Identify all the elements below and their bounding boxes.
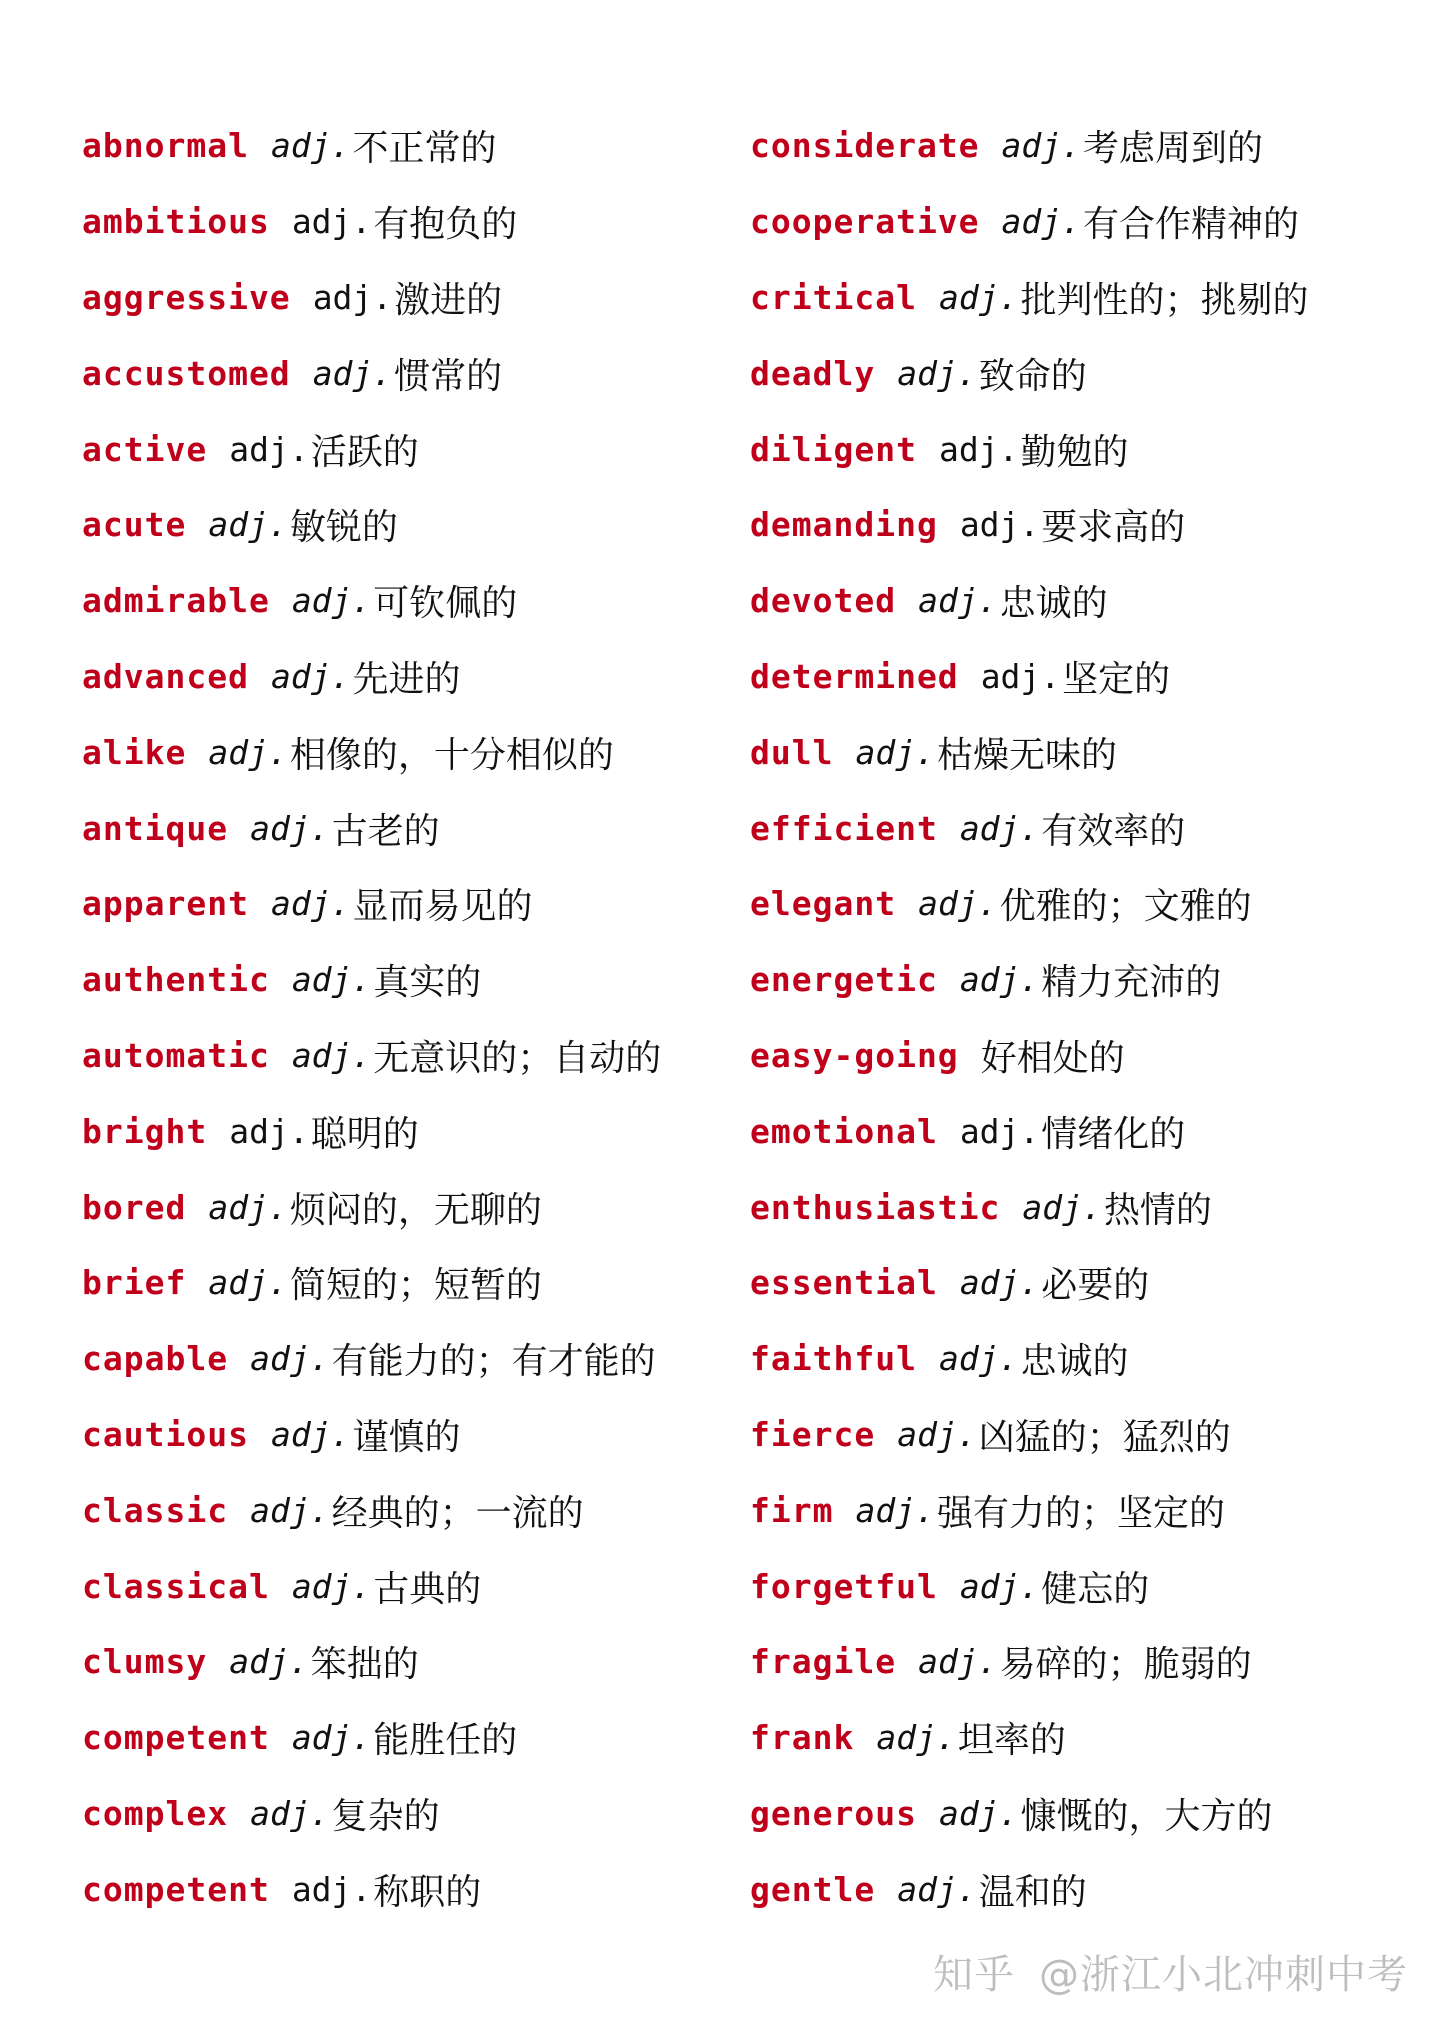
part-of-speech: adj. bbox=[938, 429, 1019, 469]
vocab-word: frank bbox=[750, 1718, 855, 1758]
vocab-word: admirable bbox=[82, 581, 270, 621]
vocab-meaning: 温和的 bbox=[978, 1871, 1087, 1913]
vocab-meaning: 勤勉的 bbox=[1020, 431, 1129, 473]
vocab-entry bbox=[82, 1018, 742, 1094]
vocab-word: advanced bbox=[82, 656, 249, 696]
vocab-entry bbox=[750, 1624, 1410, 1700]
vocab-entry bbox=[82, 563, 742, 639]
vocab-word: cooperative bbox=[750, 202, 980, 242]
vocab-meaning: 可钦佩的 bbox=[373, 583, 518, 625]
part-of-speech: adj. bbox=[1001, 126, 1082, 166]
vocab-meaning: 不正常的 bbox=[352, 128, 497, 170]
vocab-entry bbox=[82, 1397, 742, 1473]
vocab-meaning: 要求高的 bbox=[1041, 507, 1186, 549]
vocab-word: emotional bbox=[750, 1111, 938, 1151]
vocab-word: forgetful bbox=[750, 1566, 938, 1606]
vocab-word: cautious bbox=[82, 1414, 249, 1454]
vocab-entry bbox=[750, 335, 1410, 411]
vocab-word: clumsy bbox=[82, 1642, 208, 1682]
part-of-speech: adj. bbox=[980, 656, 1061, 696]
part-of-speech: adj. bbox=[270, 884, 351, 924]
vocab-entry bbox=[82, 260, 742, 336]
watermark-brand: 知乎 bbox=[933, 1952, 1015, 1998]
part-of-speech: adj. bbox=[938, 1339, 1019, 1379]
part-of-speech: adj. bbox=[959, 1263, 1040, 1303]
part-of-speech: adj. bbox=[229, 429, 309, 469]
vocab-meaning: 简短的；短暂的 bbox=[289, 1265, 542, 1307]
vocab-entry bbox=[82, 1472, 742, 1548]
vocab-meaning: 复杂的 bbox=[331, 1795, 440, 1837]
vocab-meaning: 无意识的；自动的 bbox=[373, 1037, 662, 1079]
part-of-speech: adj. bbox=[291, 202, 372, 242]
vocab-meaning: 慷慨的，大方的 bbox=[1020, 1795, 1273, 1837]
vocab-word: classic bbox=[82, 1490, 229, 1530]
vocab-word: essential bbox=[750, 1263, 938, 1303]
part-of-speech: adj. bbox=[229, 1111, 309, 1151]
vocab-entry bbox=[82, 1321, 742, 1397]
vocab-meaning: 有能力的；有才能的 bbox=[331, 1341, 656, 1383]
vocab-meaning: 易碎的；脆弱的 bbox=[999, 1644, 1252, 1686]
part-of-speech: adj. bbox=[229, 1642, 309, 1682]
vocab-meaning: 烦闷的，无聊的 bbox=[289, 1189, 542, 1231]
vocab-entry bbox=[750, 1018, 1410, 1094]
vocab-entry bbox=[750, 1397, 1410, 1473]
vocab-word: faithful bbox=[750, 1339, 917, 1379]
vocab-meaning: 笨拙的 bbox=[310, 1644, 419, 1686]
part-of-speech: adj. bbox=[291, 1718, 372, 1758]
vocab-word: accustomed bbox=[82, 353, 291, 393]
vocab-entry bbox=[82, 108, 742, 184]
part-of-speech: adj. bbox=[208, 1187, 288, 1227]
vocab-entry bbox=[82, 1624, 742, 1700]
part-of-speech: adj. bbox=[250, 1490, 330, 1530]
watermark-author: @浙江小北冲刺中考 bbox=[1039, 1952, 1408, 1998]
part-of-speech: adj. bbox=[1001, 202, 1082, 242]
word-list-left bbox=[82, 108, 742, 1927]
part-of-speech: adj. bbox=[897, 353, 977, 393]
vocab-entry bbox=[750, 1776, 1410, 1852]
vocab-entry bbox=[82, 1700, 742, 1776]
vocab-word: elegant bbox=[750, 884, 897, 924]
vocab-meaning: 热情的 bbox=[1103, 1189, 1212, 1231]
vocab-word: energetic bbox=[750, 960, 938, 1000]
vocab-meaning: 精力充沛的 bbox=[1041, 962, 1222, 1004]
vocab-meaning: 批判性的；挑剔的 bbox=[1020, 279, 1309, 321]
vocab-entry bbox=[750, 1851, 1410, 1927]
vocab-meaning: 惯常的 bbox=[394, 355, 503, 397]
vocab-meaning: 健忘的 bbox=[1041, 1568, 1150, 1610]
vocab-meaning: 显而易见的 bbox=[352, 886, 533, 928]
vocab-word: bright bbox=[82, 1111, 208, 1151]
vocab-word: deadly bbox=[750, 353, 876, 393]
vocab-word: efficient bbox=[750, 808, 938, 848]
vocab-word: automatic bbox=[82, 1035, 270, 1075]
vocab-meaning: 聪明的 bbox=[310, 1113, 419, 1155]
part-of-speech: adj. bbox=[291, 1869, 372, 1909]
part-of-speech: adj. bbox=[1022, 1187, 1102, 1227]
vocab-entry bbox=[750, 714, 1410, 790]
vocab-word: complex bbox=[82, 1793, 229, 1833]
vocab-word: authentic bbox=[82, 960, 270, 1000]
vocab-meaning: 谨慎的 bbox=[352, 1416, 461, 1458]
vocab-meaning: 凶猛的；猛烈的 bbox=[978, 1416, 1231, 1458]
vocab-meaning: 忠诚的 bbox=[999, 583, 1108, 625]
vocab-meaning: 激进的 bbox=[394, 279, 503, 321]
part-of-speech: adj. bbox=[918, 581, 998, 621]
part-of-speech: adj. bbox=[291, 1035, 372, 1075]
vocab-entry bbox=[750, 260, 1410, 336]
vocab-entry bbox=[750, 639, 1410, 715]
vocab-entry bbox=[82, 184, 742, 260]
part-of-speech: adj. bbox=[855, 1490, 935, 1530]
part-of-speech: adj. bbox=[876, 1718, 956, 1758]
vocab-word: generous bbox=[750, 1793, 917, 1833]
vocab-meaning: 称职的 bbox=[373, 1871, 482, 1913]
vocab-word: antique bbox=[82, 808, 229, 848]
word-list-right bbox=[750, 108, 1410, 1927]
vocab-entry bbox=[750, 563, 1410, 639]
part-of-speech: adj. bbox=[918, 1642, 998, 1682]
vocab-entry bbox=[750, 108, 1410, 184]
vocab-word: capable bbox=[82, 1339, 229, 1379]
vocab-word: aggressive bbox=[82, 277, 291, 317]
part-of-speech: adj. bbox=[270, 656, 351, 696]
vocab-word: abnormal bbox=[82, 126, 249, 166]
vocab-entry bbox=[82, 335, 742, 411]
vocab-entry bbox=[750, 942, 1410, 1018]
vocab-word: firm bbox=[750, 1490, 834, 1530]
vocab-word: competent bbox=[82, 1718, 270, 1758]
part-of-speech: adj. bbox=[250, 808, 330, 848]
vocab-entry bbox=[82, 942, 742, 1018]
vocab-meaning: 古典的 bbox=[373, 1568, 482, 1610]
vocab-entry bbox=[750, 866, 1410, 942]
part-of-speech: adj. bbox=[855, 732, 935, 772]
part-of-speech: adj. bbox=[208, 732, 288, 772]
vocab-word: devoted bbox=[750, 581, 897, 621]
vocab-word: gentle bbox=[750, 1869, 876, 1909]
vocab-entry bbox=[82, 714, 742, 790]
vocab-word: classical bbox=[82, 1566, 270, 1606]
vocab-meaning: 考虑周到的 bbox=[1083, 128, 1264, 170]
vocab-meaning: 有效率的 bbox=[1041, 810, 1186, 852]
part-of-speech: adj. bbox=[938, 1793, 1019, 1833]
vocab-meaning: 先进的 bbox=[352, 658, 461, 700]
part-of-speech: adj. bbox=[897, 1869, 977, 1909]
vocab-entry bbox=[750, 790, 1410, 866]
vocab-word: diligent bbox=[750, 429, 917, 469]
vocab-word: enthusiastic bbox=[750, 1187, 1001, 1227]
vocab-word: bored bbox=[82, 1187, 187, 1227]
vocab-entry bbox=[750, 184, 1410, 260]
vocab-entry bbox=[82, 411, 742, 487]
vocab-word: fragile bbox=[750, 1642, 897, 1682]
part-of-speech: adj. bbox=[250, 1339, 330, 1379]
watermark bbox=[933, 1943, 1408, 2000]
vocab-entry bbox=[82, 1548, 742, 1624]
part-of-speech: adj. bbox=[897, 1414, 977, 1454]
vocab-word: ambitious bbox=[82, 202, 270, 242]
part-of-speech: adj. bbox=[959, 1566, 1040, 1606]
part-of-speech: adj. bbox=[250, 1793, 330, 1833]
part-of-speech: adj. bbox=[270, 1414, 351, 1454]
vocab-entry bbox=[82, 1851, 742, 1927]
vocab-entry bbox=[82, 1776, 742, 1852]
vocab-word: alike bbox=[82, 732, 187, 772]
vocab-meaning: 情绪化的 bbox=[1041, 1113, 1186, 1155]
vocab-entry bbox=[82, 1093, 742, 1169]
vocab-word: determined bbox=[750, 656, 959, 696]
vocab-meaning: 真实的 bbox=[373, 962, 482, 1004]
part-of-speech: adj. bbox=[959, 1111, 1040, 1151]
vocab-entry bbox=[750, 1093, 1410, 1169]
vocab-meaning: 好相处的 bbox=[980, 1037, 1125, 1079]
part-of-speech: adj. bbox=[959, 505, 1040, 545]
vocab-meaning: 忠诚的 bbox=[1020, 1341, 1129, 1383]
vocab-word: apparent bbox=[82, 884, 249, 924]
vocab-entry bbox=[750, 1472, 1410, 1548]
part-of-speech: adj. bbox=[208, 505, 288, 545]
vocab-entry bbox=[82, 487, 742, 563]
vocab-entry bbox=[750, 1700, 1410, 1776]
vocab-entry bbox=[750, 1245, 1410, 1321]
vocab-meaning: 枯燥无味的 bbox=[936, 734, 1117, 776]
part-of-speech: adj. bbox=[918, 884, 998, 924]
vocab-word: fierce bbox=[750, 1414, 876, 1454]
part-of-speech: adj. bbox=[312, 277, 393, 317]
vocab-meaning: 坦率的 bbox=[957, 1720, 1066, 1762]
vocab-word: dull bbox=[750, 732, 834, 772]
vocab-meaning: 经典的；一流的 bbox=[331, 1492, 584, 1534]
vocab-word: considerate bbox=[750, 126, 980, 166]
vocab-meaning: 优雅的；文雅的 bbox=[999, 886, 1252, 928]
vocab-word: acute bbox=[82, 505, 187, 545]
vocab-word: brief bbox=[82, 1263, 187, 1303]
vocab-word: competent bbox=[82, 1869, 270, 1909]
vocab-entry bbox=[750, 411, 1410, 487]
part-of-speech: adj. bbox=[959, 960, 1040, 1000]
vocab-meaning: 敏锐的 bbox=[289, 507, 398, 549]
vocab-entry bbox=[750, 1548, 1410, 1624]
vocab-word: critical bbox=[750, 277, 917, 317]
vocab-meaning: 活跃的 bbox=[310, 431, 419, 473]
vocab-meaning: 坚定的 bbox=[1062, 658, 1171, 700]
part-of-speech: adj. bbox=[938, 277, 1019, 317]
part-of-speech: adj. bbox=[208, 1263, 288, 1303]
vocab-entry bbox=[750, 487, 1410, 563]
part-of-speech: adj. bbox=[291, 960, 372, 1000]
vocab-word: easy-going bbox=[750, 1035, 959, 1075]
vocab-entry bbox=[82, 790, 742, 866]
part-of-speech: adj. bbox=[959, 808, 1040, 848]
vocab-entry bbox=[82, 1245, 742, 1321]
vocab-word: demanding bbox=[750, 505, 938, 545]
part-of-speech: adj. bbox=[270, 126, 351, 166]
vocab-meaning: 必要的 bbox=[1041, 1265, 1150, 1307]
vocab-entry bbox=[82, 639, 742, 715]
vocab-meaning: 有合作精神的 bbox=[1083, 204, 1300, 246]
vocab-meaning: 能胜任的 bbox=[373, 1720, 518, 1762]
vocab-entry bbox=[82, 866, 742, 942]
vocab-meaning: 古老的 bbox=[331, 810, 440, 852]
vocab-meaning: 相像的，十分相似的 bbox=[289, 734, 614, 776]
part-of-speech: adj. bbox=[291, 1566, 372, 1606]
vocab-entry bbox=[82, 1169, 742, 1245]
vocab-entry bbox=[750, 1321, 1410, 1397]
part-of-speech: adj. bbox=[312, 353, 393, 393]
vocab-entry bbox=[750, 1169, 1410, 1245]
vocab-word: active bbox=[82, 429, 208, 469]
vocab-meaning: 致命的 bbox=[978, 355, 1087, 397]
vocab-meaning: 有抱负的 bbox=[373, 204, 518, 246]
vocab-meaning: 强有力的；坚定的 bbox=[936, 1492, 1225, 1534]
part-of-speech: adj. bbox=[291, 581, 372, 621]
